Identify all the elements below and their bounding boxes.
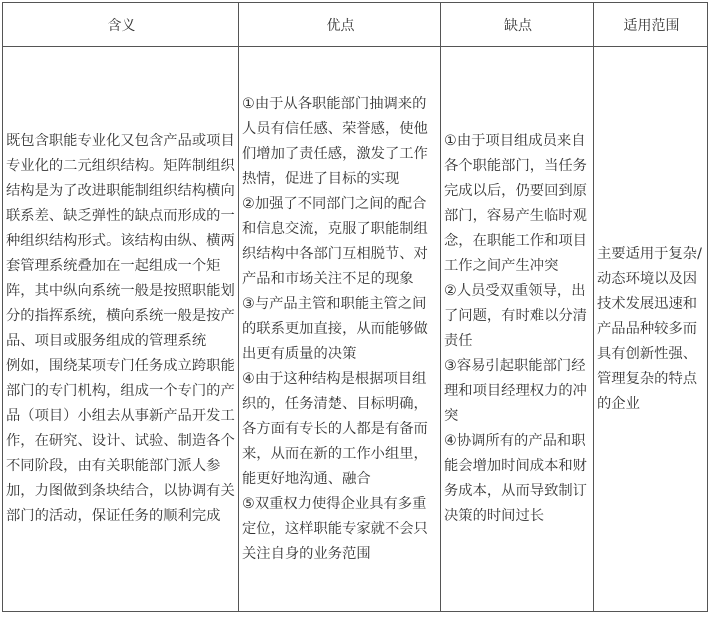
header-meaning: 含义 [3,3,239,47]
header-scope: 适用范围 [594,3,708,47]
disadvantage-item: ③容易引起职能部门经理和项目经理权力的冲突 [444,358,587,424]
cell-disadvantages [441,47,594,612]
table-header-row [3,3,708,47]
header-advantages: 优点 [239,3,441,47]
disadvantage-item: ④协调所有的产品和职能会增加时间成本和财务成本，从而导致制订决策的时间过长 [444,433,587,524]
advantage-item: ⑤双重权力使得企业具有多重定位，这样职能专家就不会只关注自身的业务范围 [242,495,428,562]
meaning-definition: 既包含职能专业化又包含产品或项目专业化的二元组织结构。矩阵制组织结构是为了改进职能制组织结构横向联系差、缺乏弹性的缺点而形成的一种组织结构形式。该结构由纵、横两套管理系统叠加在一起组成一个矩阵，其中纵向系统一般是按照职能划分的指挥系统，横向系统一般是按产品、项目或服务组成的管理系统 [6,133,235,349]
disadvantage-item: ②人员受双重领导，出了问题，有时难以分清责任 [444,283,587,349]
table-row [3,47,708,612]
cell-meaning [3,47,239,612]
cell-scope [594,47,708,612]
disadvantage-item: ①由于项目组成员来自各个职能部门，当任务完成以后，仍要回到原部门，容易产生临时观念，在职能工作和项目工作之间产生冲突 [444,133,587,274]
meaning-example: 例如，围绕某项专门任务成立跨职能部门的专门机构，组成一个专门的产品（项目）小组去从事新产品开发工作，在研究、设计、试验、制造各个不同阶段，由有关职能部门派人参加，力图做到条块结合，以协调有关部门的活动，保证任务的顺利完成 [6,358,235,524]
header-disadvantages: 缺点 [441,3,594,47]
advantage-item: ④由于这种结构是根据项目组织的，任务清楚、目标明确，各方面有专长的人都是有备而来，从而在新的工作小组里，能更好地沟通、融合 [242,370,428,487]
advantage-item: ②加强了不同部门之间的配合和信息交流，克服了职能制组织结构中各部门互相脱节、对产品和市场关注不足的现象 [242,195,428,287]
cell-advantages [239,47,441,612]
matrix-structure-table [2,2,708,612]
scope-text: 主要适用于复杂/动态环境以及因技术发展迅速和产品品种较多而具有创新性强、管理复杂的特点的企业 [597,245,702,412]
advantage-item: ③与产品主管和职能主管之间的联系更加直接，从而能够做出更有质量的决策 [242,295,428,362]
advantage-item: ①由于从各职能部门抽调来的人员有信任感、荣誉感，使他们增加了责任感，激发了工作热情，促进了目标的实现 [242,95,428,187]
